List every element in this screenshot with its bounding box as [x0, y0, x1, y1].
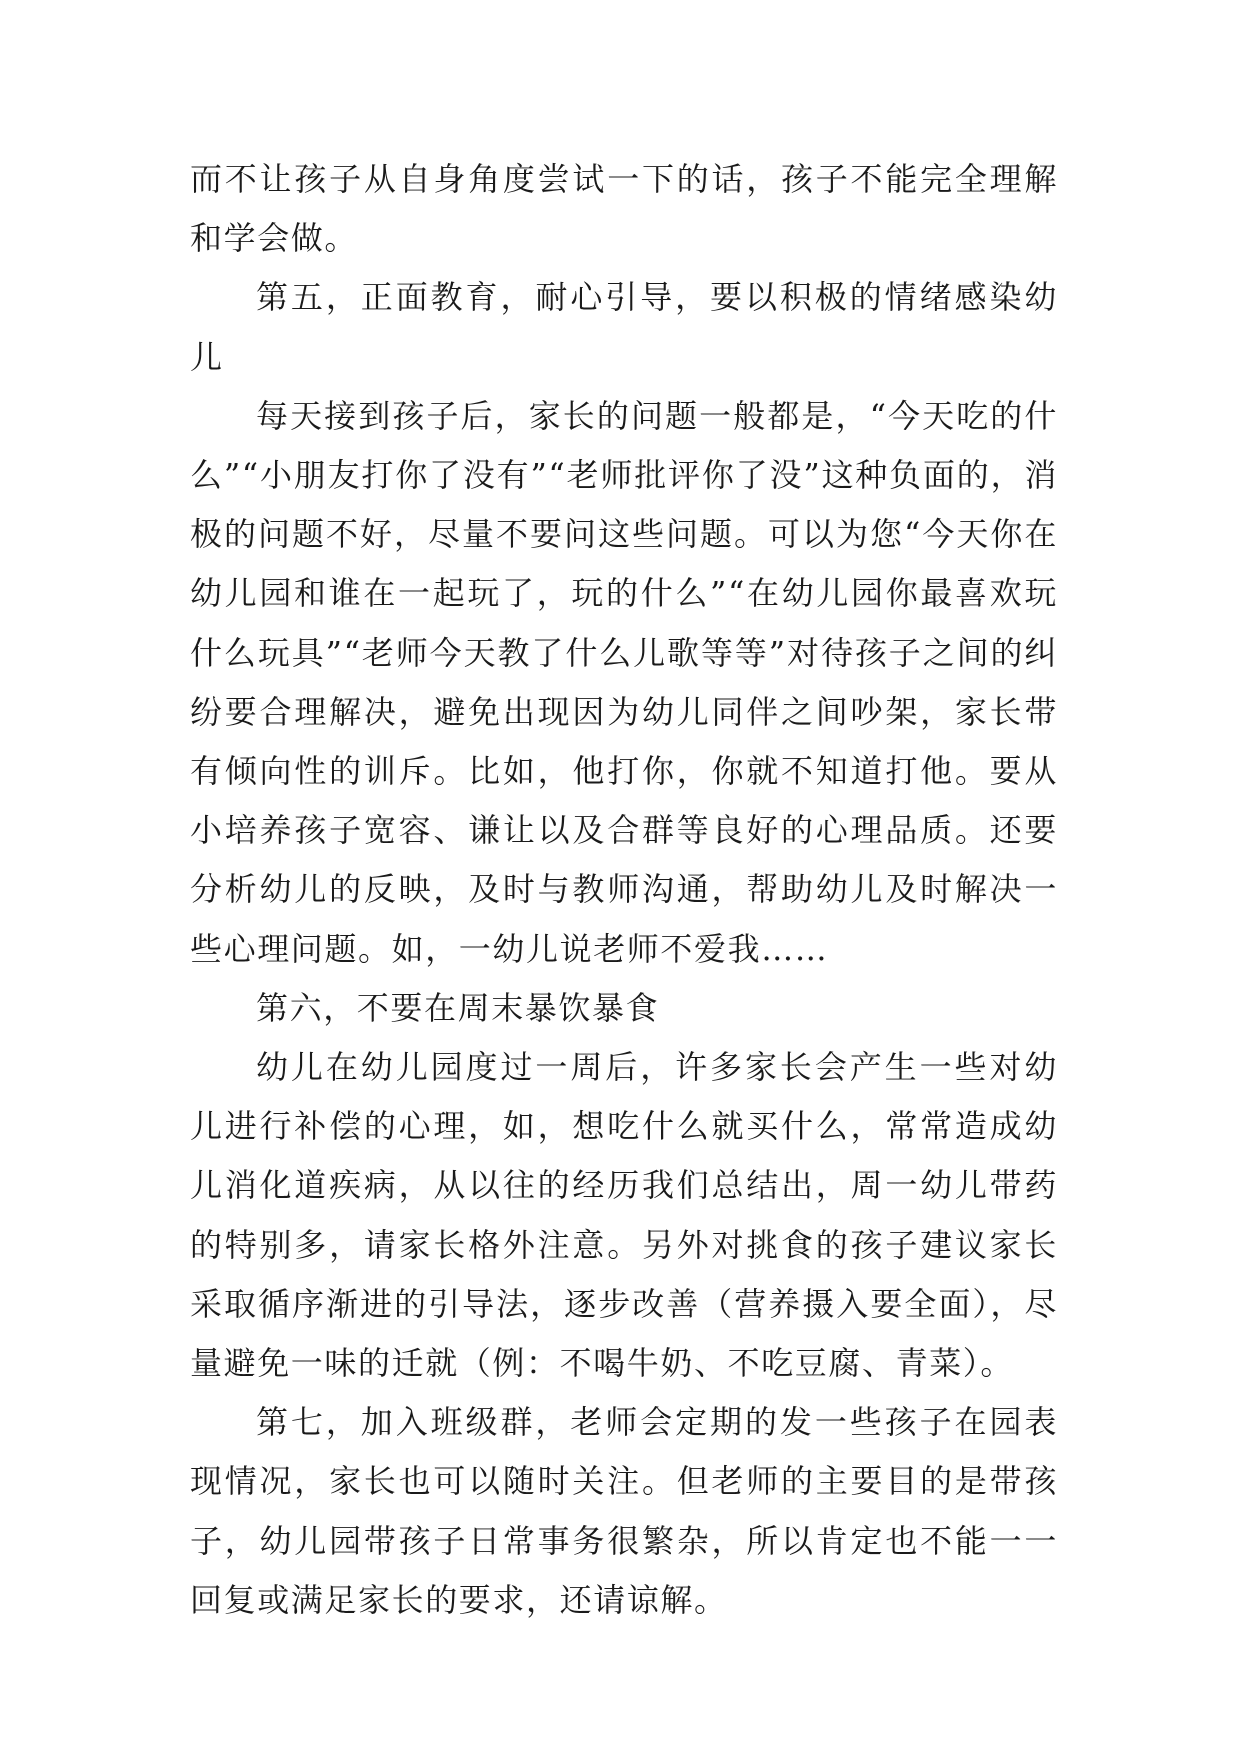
document-body: [190, 150, 1058, 1630]
paragraph-point-seven: 第七，加入班级群，老师会定期的发一些孩子在园表现情况，家长也可以随时关注。但老师的主要目的是带孩子，幼儿园带孩子日常事务很繁杂，所以肯定也不能一一回复或满足家长的要求，还请谅解。: [190, 1403, 1058, 1619]
heading-point-five: 第五，正面教育，耐心引导，要以积极的情绪感染幼儿: [190, 278, 1058, 376]
heading-point-six: 第六，不要在周末暴饮暴食: [256, 988, 660, 1027]
paragraph-point-six-body: 幼儿在幼儿园度过一周后，许多家长会产生一些对幼儿进行补偿的心理，如，想吃什么就买什么，常常造成幼儿消化道疾病，从以往的经历我们总结出，周一幼儿带药的特别多，请家长格外注意。另外对挑食的孩子建议家长采取循序渐进的引导法，逐步改善（营养摄入要全面），尽量避免一味的迁就（例：不喝牛奶、不吃豆腐、青菜）。: [190, 1048, 1058, 1383]
paragraph-continuation: 而不让孩子从自身角度尝试一下的话，孩子不能完全理解和学会做。: [190, 160, 1058, 258]
paragraph-point-five-body: 每天接到孩子后，家长的问题一般都是，“今天吃的什么”“小朋友打你了没有”“老师批评你了没”这种负面的，消极的问题不好，尽量不要问这些问题。可以为您“今天你在幼儿园和谁在一起玩了，玩的什么”“在幼儿园你最喜欢玩什么玩具”“老师今天教了什么儿歌等等”对待孩子之间的纠纷要合理解决，避免出现因为幼儿同伴之间吵架，家长带有倾向性的训斥。比如，他打你，你就不知道打他。要从小培养孩子宽容、谦让以及合群等良好的心理品质。还要分析幼儿的反映，及时与教师沟通，帮助幼儿及时解决一些心理问题。如，一幼儿说老师不爱我……: [190, 396, 1058, 968]
